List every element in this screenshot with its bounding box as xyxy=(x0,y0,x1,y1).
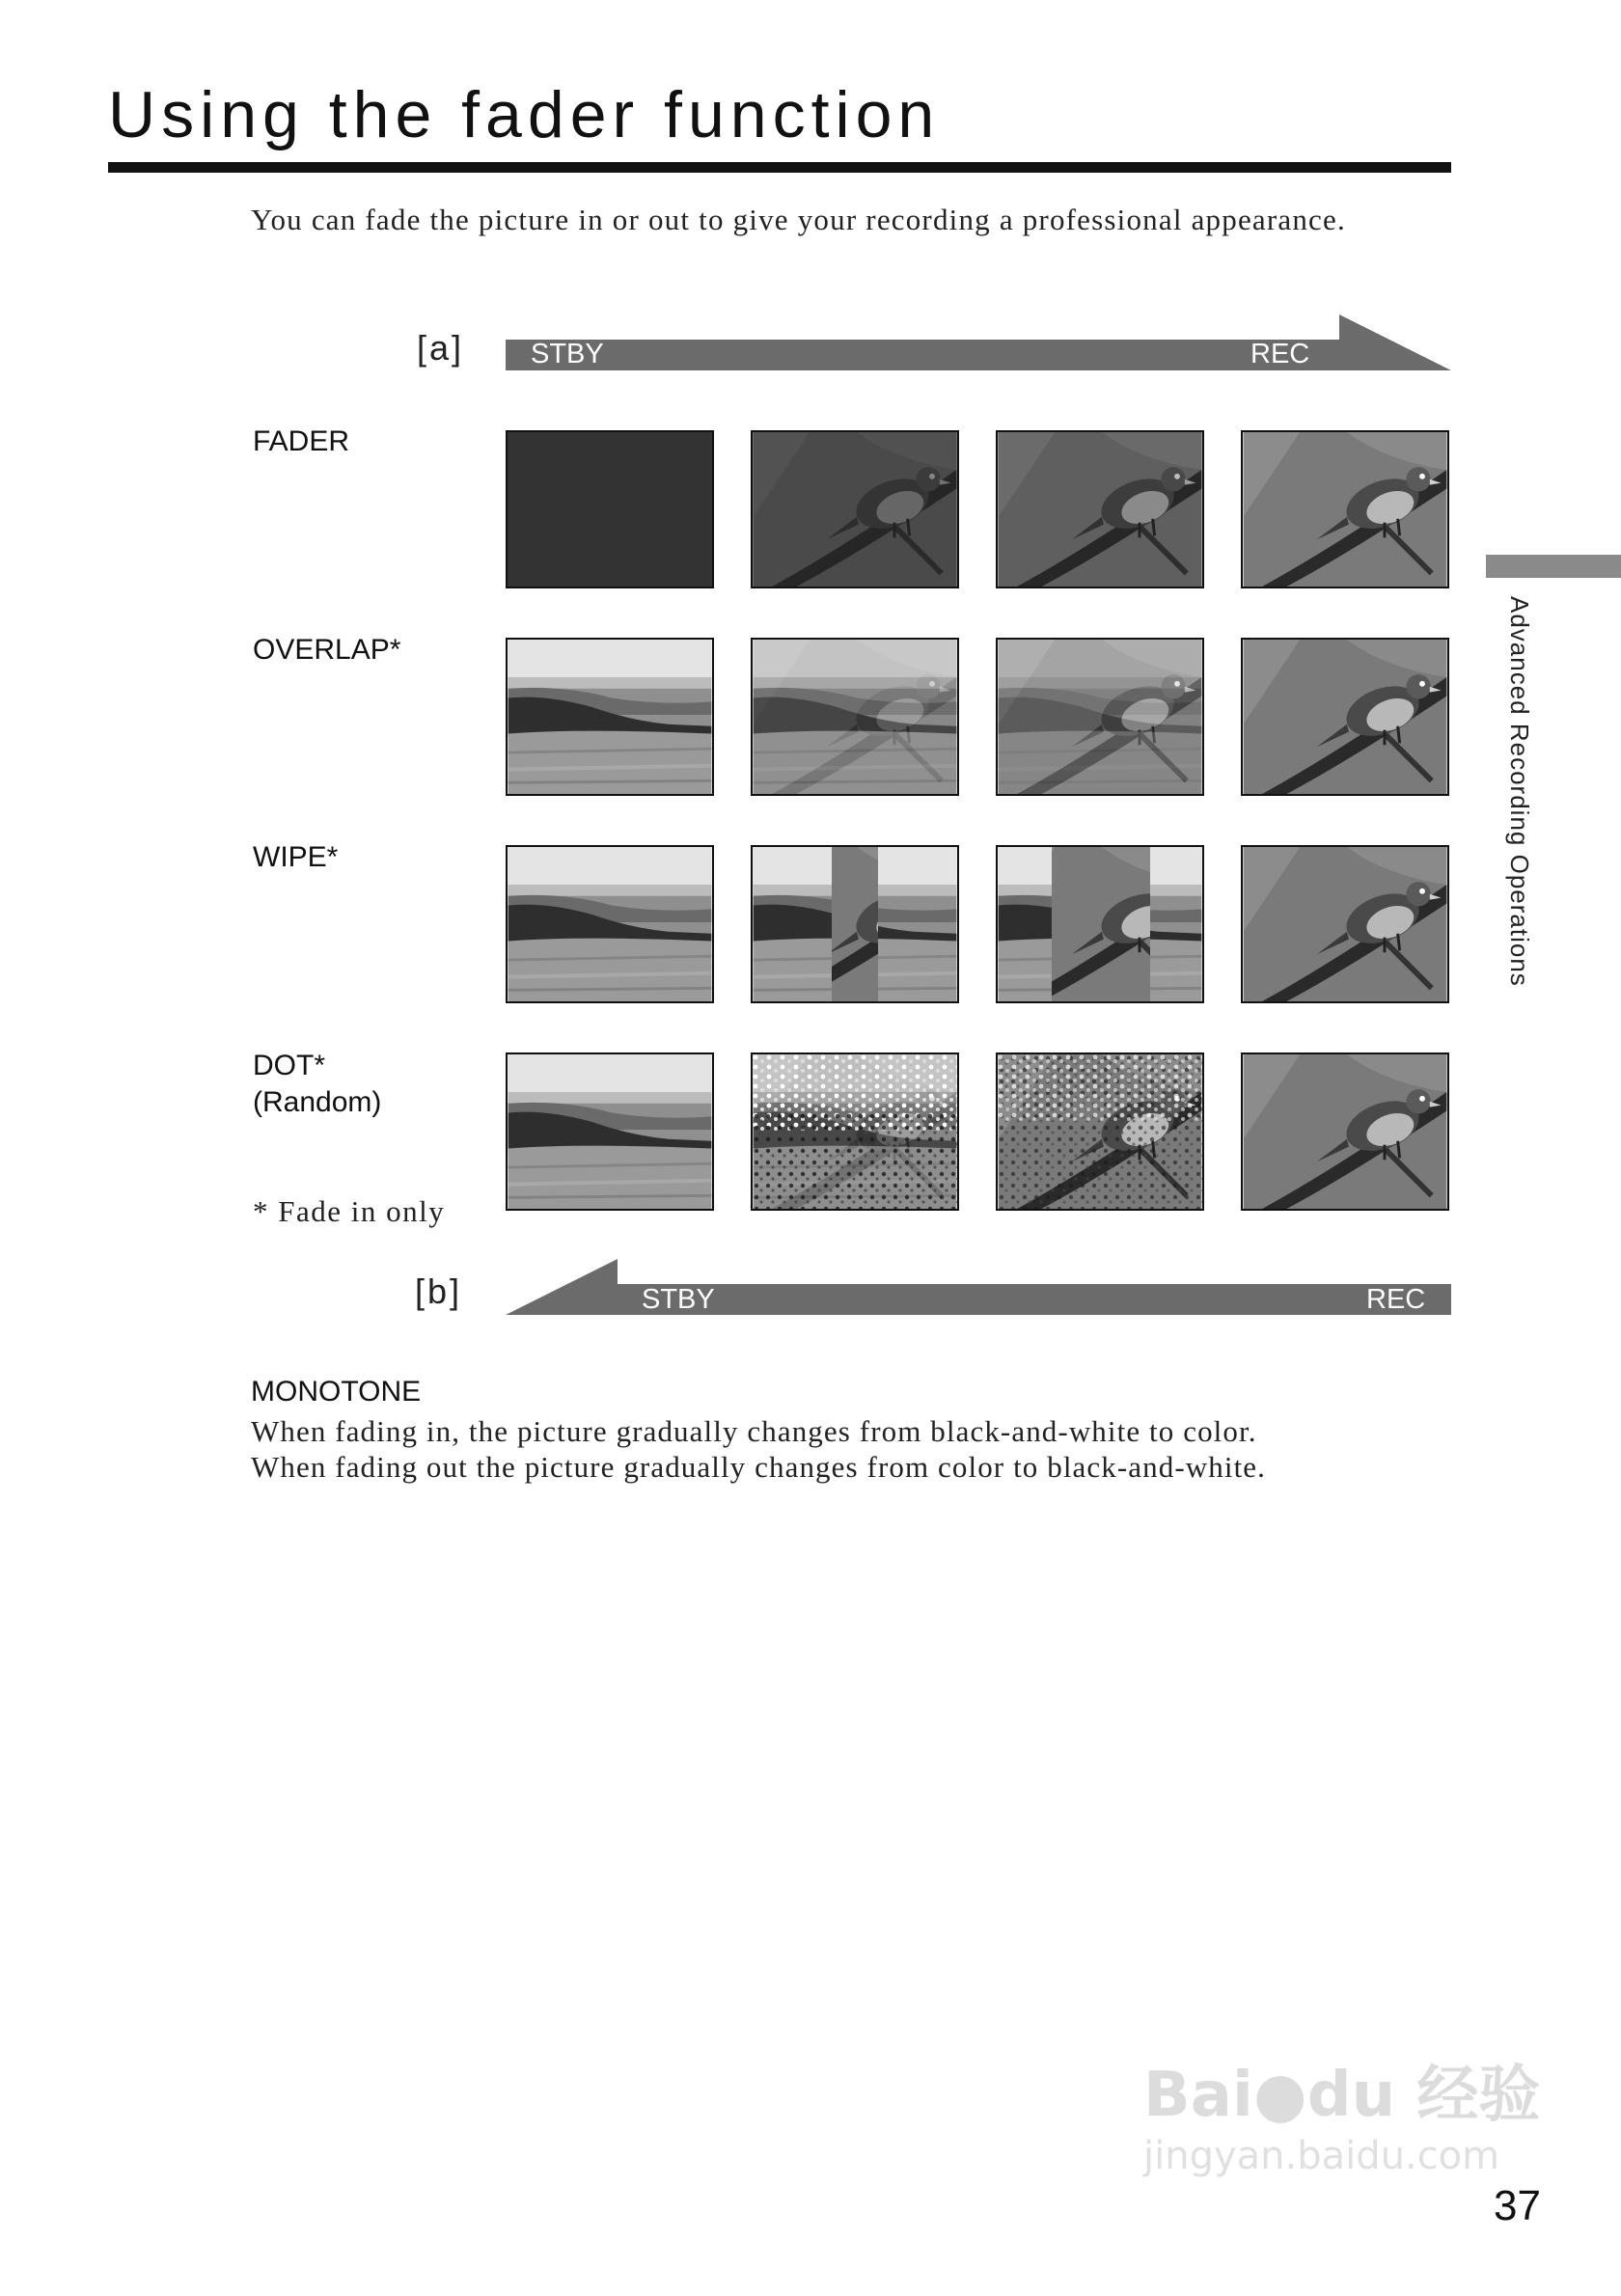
monotone-title: MONOTONE xyxy=(251,1376,422,1408)
dot-frame-3 xyxy=(996,1052,1204,1211)
fader-frame-3 xyxy=(996,430,1204,588)
row-label-dot: DOT* xyxy=(253,1050,325,1081)
monotone-line-1: When fading in, the picture gradually changes from black-and-white to color. xyxy=(251,1414,1257,1448)
monotone-line-2: When fading out the picture gradually changes from color to black-and-white. xyxy=(251,1450,1267,1484)
overlap-frame-4 xyxy=(1241,638,1449,796)
fader-frame-1 xyxy=(506,430,714,588)
title-rule xyxy=(108,162,1451,173)
wipe-frame-1 xyxy=(506,845,714,1003)
wipe-frame-2 xyxy=(751,845,959,1003)
bar-a-rec: REC xyxy=(1250,339,1310,369)
fader-frame-2 xyxy=(751,430,959,588)
watermark-cn: 经验 xyxy=(1416,2060,1541,2131)
fader-frame-4 xyxy=(1241,430,1449,588)
section-tab xyxy=(1486,555,1621,578)
bar-b-stby: STBY xyxy=(642,1284,715,1315)
watermark-brand-2: du xyxy=(1306,2060,1396,2131)
dot-frame-2 xyxy=(751,1052,959,1211)
watermark-brand: Bai xyxy=(1143,2060,1253,2131)
watermark xyxy=(1143,2045,1540,2178)
overlap-frame-1 xyxy=(506,638,714,796)
page-title: Using the fader function xyxy=(108,78,941,151)
overlap-frame-3 xyxy=(996,638,1204,796)
dot-frame-1 xyxy=(506,1052,714,1211)
section-label: Advanced Recording Operations xyxy=(1505,596,1534,987)
wipe-frame-4 xyxy=(1241,845,1449,1003)
page-number: 37 xyxy=(1494,2182,1541,2229)
row-label-random: (Random) xyxy=(253,1086,382,1118)
wipe-frame-3 xyxy=(996,845,1204,1003)
overlap-frame-2 xyxy=(751,638,959,796)
bar-a-marker: [a] xyxy=(417,328,465,368)
bar-b-rec: REC xyxy=(1366,1284,1426,1315)
paw-icon: ● xyxy=(1252,2060,1307,2131)
row-label-wipe: WIPE* xyxy=(253,841,339,873)
bar-b-marker: [b] xyxy=(415,1271,463,1311)
watermark-url: jingyan.baidu.com xyxy=(1143,2134,1500,2178)
footnote: * Fade in only xyxy=(253,1194,446,1228)
bar-a-stby: STBY xyxy=(531,339,604,369)
row-label-fader: FADER xyxy=(253,425,350,457)
dot-frame-4 xyxy=(1241,1052,1449,1211)
intro-text: You can fade the picture in or out to give your recording a professional appearance. xyxy=(251,203,1346,236)
row-label-overlap: OVERLAP* xyxy=(253,634,401,666)
